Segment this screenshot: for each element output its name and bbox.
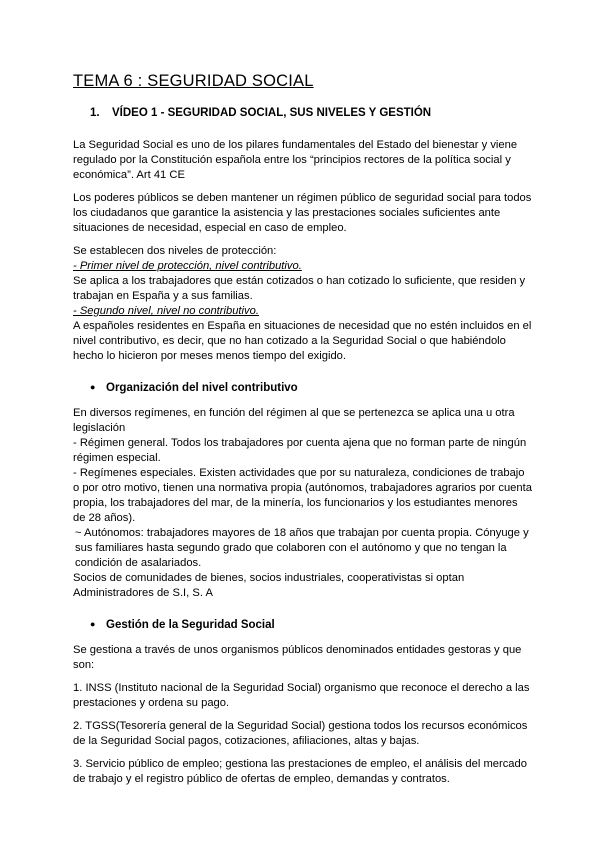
page-title: TEMA 6 : SEGURIDAD SOCIAL bbox=[73, 72, 314, 90]
level-1-text: Se aplica a los trabajadores que están cotizados o han cotizado lo suficiente, que residen y trabajan en España y a sus familias. bbox=[73, 275, 526, 302]
management-paragraph-1: Se gestiona a través de unos organismos públicos denominados entidades gestoras y que son: bbox=[73, 644, 522, 671]
bullet-heading-organization bbox=[73, 380, 533, 396]
management-item-inss: 1. INSS (Instituto nacional de la Seguridad Social) organismo que reconoce el derecho a las prestaciones y ordena su pago. bbox=[73, 682, 530, 709]
section-heading-text: VÍDEO 1 - SEGURIDAD SOCIAL, SUS NIVELES Y GESTIÓN bbox=[112, 107, 432, 119]
paragraph-public-powers: Los poderes públicos se deben mantener un régimen público de seguridad social para todos los ciudadanos que garantice la asistencia y las prestaciones sociales suficientes ante situaciones de necesidad, especial en caso de empleo. bbox=[73, 192, 532, 234]
bullet-icon: ● bbox=[90, 382, 96, 392]
bullet-heading-text: Organización del nivel contributivo bbox=[106, 382, 298, 394]
bullet-heading-text: Gestión de la Seguridad Social bbox=[106, 619, 275, 631]
level-1-label: - Primer nivel de protección, nivel contributivo. bbox=[73, 260, 302, 272]
level-2-label: - Segundo nivel, nivel no contributivo. bbox=[73, 305, 259, 317]
section-number: 1. bbox=[90, 107, 100, 119]
management-item-employment: 3. Servicio público de empleo; gestiona las prestaciones de empleo, el análisis del mercado de trabajo y el registro público de ofertas de empleo, demandas y contratos. bbox=[73, 758, 527, 785]
paragraph-intro: La Seguridad Social es uno de los pilares fundamentales del Estado del bienestar y viene regulado por la Constitución española entre los “principios rectores de la política social y económica”. Art 41 CE bbox=[73, 139, 518, 181]
org-paragraph-1: En diversos regímenes, en función del régimen al que se pertenezca se aplica una u otra legislación bbox=[73, 407, 515, 434]
org-paragraph-3: - Regímenes especiales. Existen actividades que por su naturaleza, condiciones de trabajo o por otro motivo, tienen una normativa propia (autónomos, trabajadores agrarios por cuenta propia, los trabajadores del mar, de la minería, los funcionarios y los estudiantes menores de 28 años). bbox=[73, 467, 532, 524]
paragraph-levels: Se establecen dos niveles de protección: bbox=[73, 245, 277, 257]
org-paragraph-2: - Régimen general. Todos los trabajadores por cuenta ajena que no forman parte de ningún régimen especial. bbox=[73, 437, 527, 464]
level-2-text: A españoles residentes en España en situaciones de necesidad que no estén incluidos en el nivel contributivo, es decir, que no han cotizado a la Seguridad Social o que habiéndolo hecho lo hicieron por meses menos tiempo del exigido. bbox=[73, 320, 532, 362]
bullet-icon: ● bbox=[90, 619, 96, 629]
document-page bbox=[73, 72, 533, 787]
bullet-heading-management bbox=[73, 617, 533, 633]
management-item-tgss: 2. TGSS(Tesorería general de la Seguridad Social) gestiona todos los recursos económicos de la Seguridad Social pagos, cotizaciones, afiliaciones, altas y bajas. bbox=[73, 720, 528, 747]
org-paragraph-4: ~ Autónomos: trabajadores mayores de 18 años que trabajan por cuenta propia. Cónyuge y sus familiares hasta segundo grado que colaboren con el autónomo y que no tengan la condición de asalariados. bbox=[75, 527, 529, 569]
section-heading bbox=[90, 107, 533, 119]
org-paragraph-5: Socios de comunidades de bienes, socios industriales, cooperativistas si optan Administradores de S.I, S. A bbox=[73, 572, 465, 599]
